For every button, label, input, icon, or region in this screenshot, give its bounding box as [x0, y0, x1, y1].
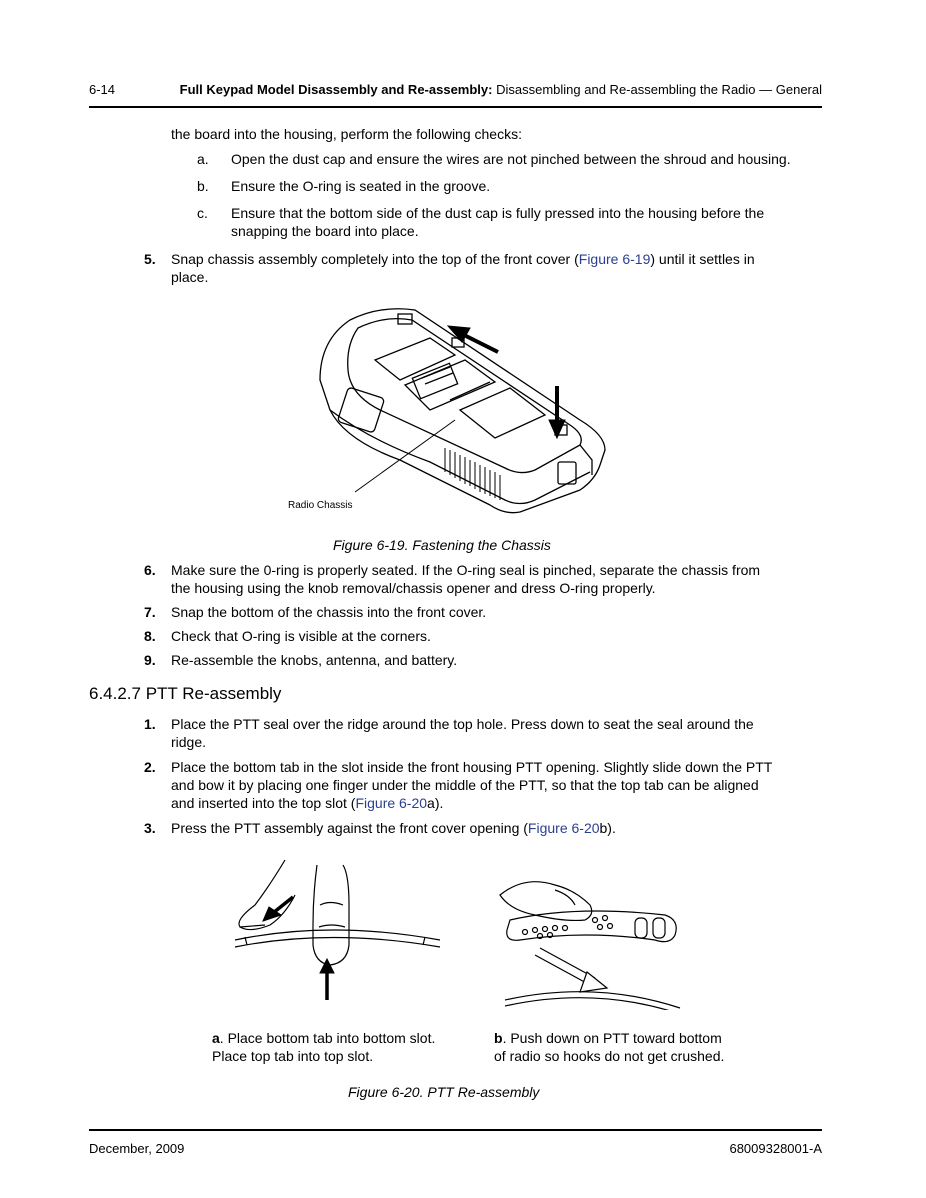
step-7-text: Snap the bottom of the chassis into the front cover.	[171, 604, 487, 620]
step-5-number: 5.	[144, 251, 156, 267]
ptt-step-2-line2: and bow it by placing one finger under the middle of the PTT, so that the top tab can be aligned	[171, 777, 759, 793]
ptt-step-1-line1: Place the PTT seal over the ridge around the top hole. Press down to seat the seal around the	[171, 716, 754, 732]
section-heading: 6.4.2.7 PTT Re-assembly	[89, 684, 282, 703]
figure-6-20b-text1: . Push down on PTT toward bottom	[502, 1030, 722, 1046]
ptt-step-2-line3	[171, 794, 443, 812]
ptt-step-3-text	[171, 819, 616, 837]
page-header	[89, 82, 822, 102]
ptt-step-3-post: b).	[599, 820, 616, 836]
figure-6-20a-label-line1	[212, 1029, 435, 1047]
footer-doc-number: 68009328001-A	[729, 1141, 822, 1156]
check-c-line2: snapping the board into place.	[231, 223, 419, 239]
check-a-text: Open the dust cap and ensure the wires are not pinched between the shroud and housing.	[231, 151, 791, 167]
header-rule	[89, 106, 822, 108]
ptt-step-1-number: 1.	[144, 716, 156, 732]
header-title-rest: Disassembling and Re-assembling the Radio — General	[496, 82, 822, 97]
step-5-pre: Snap chassis assembly completely into the top of the front cover (	[171, 251, 579, 267]
step-5-text	[171, 250, 755, 268]
figure-6-19-caption: Figure 6-19. Fastening the Chassis	[333, 537, 551, 553]
figure-6-19-illustration	[280, 300, 620, 515]
step-6-line2: the housing using the knob removal/chassis opener and dress O-ring properly.	[171, 580, 656, 596]
ptt-step-1-line2: ridge.	[171, 734, 207, 750]
figure-6-20b-label-line2: of radio so hooks do not get crushed.	[494, 1048, 725, 1064]
radio-chassis-callout: Radio Chassis	[288, 500, 353, 511]
check-b-letter: b.	[197, 178, 209, 194]
figure-6-20a-label-line2: Place top tab into top slot.	[212, 1048, 374, 1064]
ptt-step-2-line1: Place the bottom tab in the slot inside the front housing PTT opening. Slightly slide down the PTT	[171, 759, 773, 775]
intro-text: the board into the housing, perform the following checks:	[171, 126, 522, 142]
ptt-step-2-line3-pre: and inserted into the top slot (	[171, 795, 356, 811]
check-a-letter: a.	[197, 151, 209, 167]
figure-6-20-caption: Figure 6-20. PTT Re-assembly	[348, 1084, 540, 1100]
step-7-number: 7.	[144, 604, 156, 620]
check-c-line1: Ensure that the bottom side of the dust cap is fully pressed into the housing before the	[231, 205, 765, 221]
figure-6-20b-label-line1	[494, 1029, 722, 1047]
footer-date: December, 2009	[89, 1141, 185, 1156]
step-9-text: Re-assemble the knobs, antenna, and battery.	[171, 652, 458, 668]
step-5-post: ) until it settles in	[650, 251, 755, 267]
step-5-line2: place.	[171, 269, 209, 285]
header-title	[180, 82, 822, 97]
step-6-line1: Make sure the 0-ring is properly seated. If the O-ring seal is pinched, separate the chassis from	[171, 562, 761, 578]
figure-6-20b-illustration	[495, 860, 695, 1010]
check-b-text: Ensure the O-ring is seated in the groove.	[231, 178, 491, 194]
header-title-bold: Full Keypad Model Disassembly and Re-assembly:	[179, 82, 493, 97]
step-9-number: 9.	[144, 652, 156, 668]
figure-6-20a-letter: a	[212, 1030, 220, 1046]
footer-rule	[89, 1129, 822, 1131]
step-6-number: 6.	[144, 562, 156, 578]
figure-6-19-link[interactable]: Figure 6-19	[578, 251, 651, 267]
figure-6-20b-letter: b	[494, 1030, 503, 1046]
ptt-step-3-number: 3.	[144, 820, 156, 836]
ptt-step-2-number: 2.	[144, 759, 156, 775]
figure-6-20a-text1: . Place bottom tab into bottom slot.	[219, 1030, 436, 1046]
check-c-letter: c.	[197, 205, 208, 221]
figure-6-20-link-b[interactable]: Figure 6-20	[527, 820, 600, 836]
figure-6-20a-illustration	[225, 855, 450, 1005]
step-8-text: Check that O-ring is visible at the corners.	[171, 628, 431, 644]
figure-6-20-link-a[interactable]: Figure 6-20	[355, 795, 428, 811]
ptt-step-2-line3-post: a).	[427, 795, 444, 811]
ptt-step-3-pre: Press the PTT assembly against the front cover opening (	[171, 820, 528, 836]
page-number: 6-14	[89, 82, 116, 97]
step-8-number: 8.	[144, 628, 156, 644]
